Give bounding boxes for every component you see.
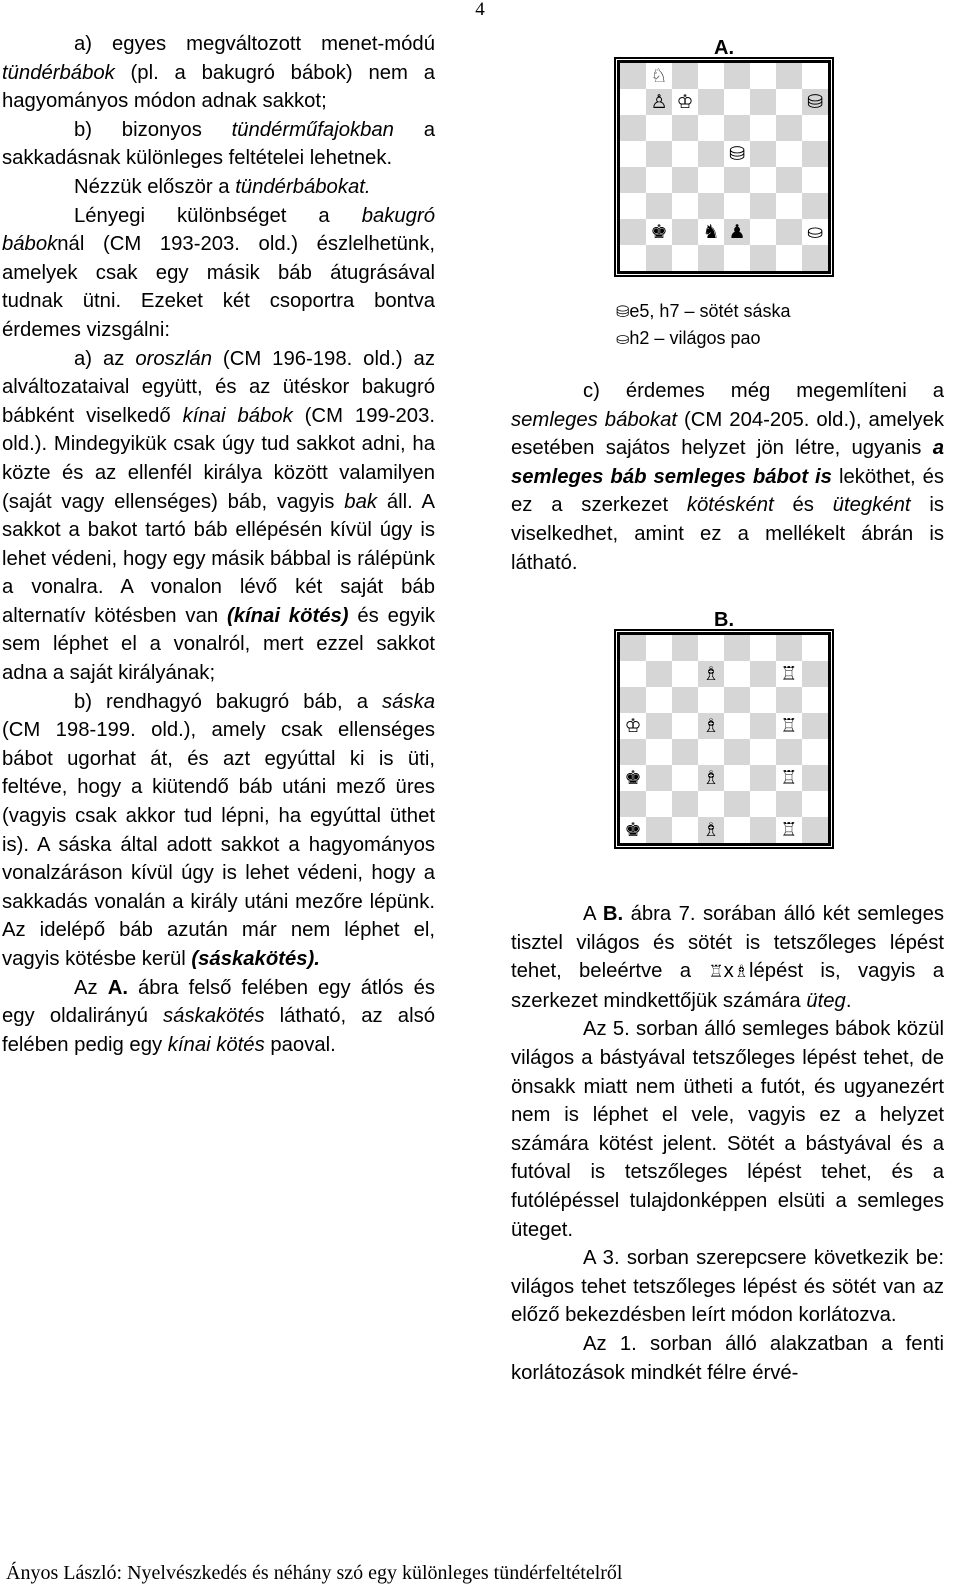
paragraph: Lényegi különbséget a bakugró báboknál (CM 193-203. old.) észlelhetünk, amelyek csak egy másik báb átugrásával tudnak ütni. Ezeket két csoportra bontva érdemes vizsgálni:: [2, 204, 435, 341]
square-d4: [698, 167, 724, 193]
chess-piece-icon: ♞: [702, 221, 720, 243]
square-c8: [672, 63, 698, 89]
chessboard-b: [617, 632, 831, 846]
square-c4: [672, 167, 698, 193]
square-b2: [646, 219, 672, 245]
square-f3: [750, 193, 776, 219]
square-a7: [620, 661, 646, 687]
square-d1: [698, 245, 724, 271]
diagram-b-label: B.: [714, 609, 734, 631]
square-f6: [750, 115, 776, 141]
square-c6: [672, 687, 698, 713]
paragraph: Az 5. sorban álló semleges bábok közül világos a bástyával tetszőleges lépést tehet, de önsakk miatt nem ütheti a futót, és ugyanezért nem is léphet el vele, vagyis ez a helyzet számára kötést jelent. Sötét a bástyával és a futóval is tetszőleges lépést tehet, és a futólépéssel tulajdonképpen elsüti a semleges üteget.: [511, 1018, 944, 1241]
square-e2: [724, 219, 750, 245]
square-h8: [802, 63, 828, 89]
square-g4: [776, 739, 802, 765]
square-d1: [698, 817, 724, 843]
square-b4: [646, 167, 672, 193]
square-b7: [646, 89, 672, 115]
chess-piece-icon: ♖: [780, 715, 798, 737]
square-a1: [620, 245, 646, 271]
square-a8: [620, 63, 646, 89]
square-h2: [802, 219, 828, 245]
square-h4: [802, 739, 828, 765]
square-e8: [724, 63, 750, 89]
square-e4: [724, 739, 750, 765]
square-b4: [646, 739, 672, 765]
chess-piece-icon: ⛁: [729, 143, 745, 165]
square-g8: [776, 63, 802, 89]
chess-piece-icon: ♟: [728, 221, 746, 243]
square-d3: [698, 765, 724, 791]
square-g1: [776, 817, 802, 843]
chess-piece-icon: ♔: [676, 91, 694, 113]
square-e3: [724, 765, 750, 791]
square-b3: [646, 765, 672, 791]
chess-piece-icon: ♙: [650, 91, 668, 113]
pao-icon: ⛀: [616, 329, 630, 348]
square-d2: [698, 791, 724, 817]
square-f4: [750, 167, 776, 193]
legend-item: ⛀h2 – világos pao: [616, 328, 761, 348]
rook-icon: ♖: [708, 962, 724, 983]
diagram-a-legend: [616, 298, 791, 352]
square-c7: [672, 661, 698, 687]
square-h7: [802, 89, 828, 115]
square-d5: [698, 141, 724, 167]
square-a4: [620, 739, 646, 765]
square-h5: [802, 141, 828, 167]
paragraph: c) érdemes még megemlíteni a semleges bábokat (CM 204-205. old.), amelyek esetében sajátos helyzet jön létre, ugyanis a semleges báb semleges bábot is leköthet, és ez a szerkezet kötésként és ütegként is viselkedhet, amint ez a mellékelt ábrán is látható.: [511, 380, 944, 574]
square-d8: [698, 635, 724, 661]
square-b8: [646, 63, 672, 89]
square-d5: [698, 713, 724, 739]
square-c3: [672, 765, 698, 791]
square-b8: [646, 635, 672, 661]
square-e4: [724, 167, 750, 193]
square-g1: [776, 245, 802, 271]
square-e2: [724, 791, 750, 817]
square-a5: [620, 713, 646, 739]
square-e7: [724, 89, 750, 115]
chess-piece-icon: ♖: [780, 819, 798, 841]
diagram-a: [606, 36, 842, 274]
square-h5: [802, 713, 828, 739]
chess-piece-icon: ♚: [624, 767, 642, 789]
chess-piece-icon: ♚: [650, 221, 668, 243]
legend-item: ⛁e5, h7 – sötét sáska: [616, 301, 791, 321]
chess-piece-icon: ♔: [624, 715, 642, 737]
bishop-icon: ♗: [733, 962, 749, 983]
square-b7: [646, 661, 672, 687]
square-a6: [620, 687, 646, 713]
square-h4: [802, 167, 828, 193]
square-a2: [620, 791, 646, 817]
square-c1: [672, 817, 698, 843]
square-h6: [802, 687, 828, 713]
square-a3: [620, 193, 646, 219]
square-f1: [750, 817, 776, 843]
square-g2: [776, 219, 802, 245]
square-a6: [620, 115, 646, 141]
paragraph: a) egyes megváltozott menet-módú tündérbábok (pl. a bakugró bábok) nem a hagyományos módon adnak sakkot;: [2, 33, 435, 113]
square-e3: [724, 193, 750, 219]
diagram-a-label: A.: [714, 37, 734, 59]
paragraph: A B. ábra 7. sorában álló két semleges tisztel világos és sötét is tetszőleges lépést tehet, beleértve a ♖x♗lépést is, vagyis a szerkezet mindkettőjük számára üteg.: [511, 903, 945, 1012]
square-e8: [724, 635, 750, 661]
square-c1: [672, 245, 698, 271]
square-d6: [698, 687, 724, 713]
footer: Ányos László: Nyelvészkedés és néhány szó egy különleges tündérfeltételről: [6, 1562, 623, 1584]
square-f2: [750, 791, 776, 817]
square-f5: [750, 141, 776, 167]
square-h8: [802, 635, 828, 661]
square-h1: [802, 817, 828, 843]
square-d7: [698, 89, 724, 115]
square-f8: [750, 63, 776, 89]
square-a8: [620, 635, 646, 661]
square-h3: [802, 193, 828, 219]
paragraph: a) az oroszlán (CM 196-198. old.) az alváltozataival együtt, és az ütéskor bakugró bábként viselkedő kínai bábok (CM 199-203. old.). Mindegyikük csak úgy tud sakkot adni, ha közte és az ellenfél királya között valamilyen (saját vagy ellenséges) báb, vagyis bak áll. A sakkot a bakot tartó báb ellépésén kívül úgy is lehet védeni, hogy egy másik bábbal is rálépünk a vonalra. A vonalon lévő két saját báb alternatív kötésben van (kínai kötés) és egyik sem léphet el a vonalról, mert ezzel sakkot adna a saját királyának;: [2, 347, 436, 685]
square-c5: [672, 141, 698, 167]
chess-piece-icon: ♗: [702, 715, 720, 737]
square-b1: [646, 245, 672, 271]
square-f7: [750, 661, 776, 687]
square-h1: [802, 245, 828, 271]
square-f3: [750, 765, 776, 791]
diagram-b: [606, 608, 842, 846]
page-number: 4: [475, 0, 485, 20]
square-f7: [750, 89, 776, 115]
chess-piece-icon: ♗: [702, 663, 720, 685]
square-b5: [646, 713, 672, 739]
paragraph: Az 1. sorban álló alakzatban a fenti korlátozások mindkét félre érvé-: [511, 1332, 944, 1384]
square-e6: [724, 115, 750, 141]
right-column-upper: [511, 377, 944, 577]
chess-piece-icon: ⛀: [807, 221, 823, 243]
square-b5: [646, 141, 672, 167]
chess-piece-icon: ♖: [780, 767, 798, 789]
square-g7: [776, 89, 802, 115]
square-c6: [672, 115, 698, 141]
square-g7: [776, 661, 802, 687]
square-a2: [620, 219, 646, 245]
square-e1: [724, 817, 750, 843]
square-c8: [672, 635, 698, 661]
square-h6: [802, 115, 828, 141]
square-a3: [620, 765, 646, 791]
square-f2: [750, 219, 776, 245]
square-d2: [698, 219, 724, 245]
square-g3: [776, 193, 802, 219]
square-f6: [750, 687, 776, 713]
square-f4: [750, 739, 776, 765]
chess-piece-icon: ♖: [780, 663, 798, 685]
chess-piece-icon: ⛁: [807, 91, 823, 113]
left-column: [2, 30, 435, 1059]
paragraph: b) bizonyos tündérműfajokban a sakkadásnak különleges feltételei lehetnek.: [2, 118, 435, 170]
chess-piece-icon: ♗: [702, 767, 720, 789]
square-d6: [698, 115, 724, 141]
square-a1: [620, 817, 646, 843]
square-b6: [646, 687, 672, 713]
square-b2: [646, 791, 672, 817]
square-f5: [750, 713, 776, 739]
square-e5: [724, 141, 750, 167]
paragraph: Az A. ábra felső felében egy átlós és egy oldalirányú sáskakötés látható, az alsó felében pedig egy kínai kötés paoval.: [2, 976, 436, 1056]
square-c3: [672, 193, 698, 219]
paragraph: b) rendhagyó bakugró báb, a sáska (CM 198-199. old.), amely csak ellenséges bábot ugorhat át, és azt egyúttal ki is üti, feltéve, hogy a kiütendő báb utáni mező üres (vagyis csak akkor tud lépni, ha egyúttal üthet is). A sáska által adott sakkot a hagyományos vonalzáráson kívül úgy is lehet védeni, hogy a sakkadás vonalán a király utáni mezőre lépünk. Az idelépő báb azután már nem léphet el, vagyis kötésbe kerül (sáskakötés).: [2, 690, 435, 970]
square-d4: [698, 739, 724, 765]
square-c4: [672, 739, 698, 765]
square-a5: [620, 141, 646, 167]
square-g6: [776, 115, 802, 141]
square-g3: [776, 765, 802, 791]
square-d3: [698, 193, 724, 219]
square-h7: [802, 661, 828, 687]
square-g6: [776, 687, 802, 713]
square-c7: [672, 89, 698, 115]
square-b3: [646, 193, 672, 219]
square-c2: [672, 791, 698, 817]
chess-piece-icon: ♚: [624, 819, 642, 841]
square-h2: [802, 791, 828, 817]
square-g2: [776, 791, 802, 817]
square-a4: [620, 167, 646, 193]
chess-piece-icon: ♘: [650, 65, 668, 87]
square-e5: [724, 713, 750, 739]
chess-piece-icon: ♗: [702, 819, 720, 841]
square-b1: [646, 817, 672, 843]
square-f8: [750, 635, 776, 661]
square-g5: [776, 141, 802, 167]
right-column-lower: [511, 900, 944, 1387]
chessboard-a: [617, 60, 831, 274]
square-d7: [698, 661, 724, 687]
square-f1: [750, 245, 776, 271]
square-a7: [620, 89, 646, 115]
square-g4: [776, 167, 802, 193]
paragraph: Nézzük először a tündérbábokat.: [74, 175, 371, 198]
square-e7: [724, 661, 750, 687]
grasshopper-icon: ⛁: [616, 302, 630, 321]
square-c2: [672, 219, 698, 245]
square-d8: [698, 63, 724, 89]
square-g5: [776, 713, 802, 739]
square-c5: [672, 713, 698, 739]
paragraph: A 3. sorban szerepcsere következik be: világos tehet tetszőleges lépést és sötét van az előző bekezdésben leírt módon korlátozva.: [511, 1247, 944, 1327]
square-e6: [724, 687, 750, 713]
square-g8: [776, 635, 802, 661]
square-e1: [724, 245, 750, 271]
square-b6: [646, 115, 672, 141]
square-h3: [802, 765, 828, 791]
